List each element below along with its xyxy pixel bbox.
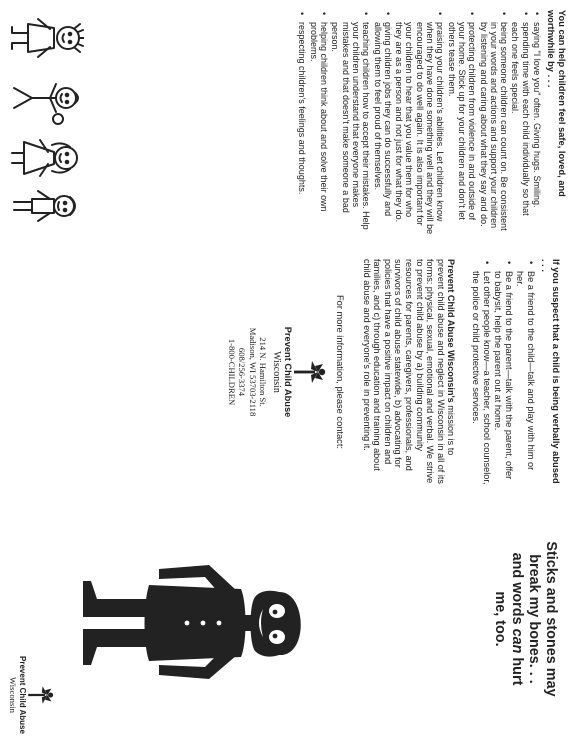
children-drawing-illustration <box>6 16 84 226</box>
help-item: • respecting children's feelings and thoughts. <box>297 22 307 235</box>
child-figure-1 <box>12 19 84 57</box>
help-item: • teaching children how to accept their mistakes. Help your children understand that everyone makes mistakes and that doesn't make someone a bad person. <box>330 22 371 235</box>
help-item: • protecting children from violence in and outside of your home. Stick up for your children and don't let others tease them. <box>446 22 477 235</box>
tagline-line: me, too. <box>492 591 508 647</box>
help-item: • helping children think about and solve their own problems. <box>308 22 329 235</box>
help-item: • praising your children's abilities. Let children know when they have done something well and they will be encouraged to do well again. It is also important for your children to hear that you value them for who they are as a person and not just for what they do. <box>394 22 445 235</box>
cover-tagline <box>491 507 559 731</box>
tagline-line: and words can hurt <box>509 552 525 686</box>
cover-figure-illustration <box>79 547 319 697</box>
suspect-heading: If you suspect that a child is being verbally abused . . . <box>540 259 561 484</box>
tagline-emphasis: can <box>509 628 525 654</box>
panel-help-children <box>0 0 575 245</box>
tagline-line: Sticks and stones may <box>543 541 559 697</box>
contact-org-state: Wisconsin <box>271 351 283 393</box>
child-figure-3 <box>12 140 77 176</box>
suspect-item: • Let other people know—a teacher, school counselor, the police or child protective services. <box>470 271 491 485</box>
pinwheel-logo-icon <box>27 683 55 707</box>
cover-org-name: Prevent Child Abuse <box>18 656 27 734</box>
suspect-item: • Be a friend to the child—talk and play with him or her. <box>515 271 536 485</box>
cover-org-state: Wisconsin <box>8 677 19 713</box>
help-item: • giving children jobs they can do successfully and allowing them to feel proud of themselves. <box>372 22 393 235</box>
help-list <box>297 10 542 235</box>
contact-org-block <box>226 259 327 485</box>
mission-org-name: Prevent Child Abuse Wisconsin's <box>446 259 457 403</box>
suspect-list <box>470 259 536 485</box>
contact-org-name: Prevent Child Abuse <box>283 326 294 418</box>
contact-prompt: For more information, please contact: <box>335 295 346 449</box>
address-phone: 608/256-3374 <box>237 347 248 397</box>
help-heading: You can help children feel safe, loved, and worthwhile by . . . <box>546 10 567 197</box>
address-hotline: 1-800-CHILDREN <box>226 338 237 406</box>
cover-org-block <box>8 650 55 740</box>
mission-statement <box>361 259 456 485</box>
child-figure-4 <box>14 191 75 221</box>
help-item: • spending time with each child individually so that each one feels special. <box>510 22 531 235</box>
help-item: • being someone children can count on. Be consistent in your words and actions and support your children by listening and caring about what they say and do. <box>478 22 509 235</box>
pinwheel-logo-icon <box>293 357 327 387</box>
contact-address <box>226 259 268 485</box>
help-item: • saying "I love you" often. Giving hugs. Smiling. <box>532 22 542 235</box>
tagline-line: break my bones. . . <box>526 554 542 684</box>
child-figure-2 <box>14 84 78 124</box>
address-street: 214 N. Hamilton St. <box>258 337 269 407</box>
suspect-item: • Be a friend to the parent—talk with the parent, offer to babysit, help the parent out at home. <box>493 271 514 485</box>
mission-text: mission is to prevent child abuse and neglect in Wisconsin in all of its forms: physical, sexual, emotional and verbal. We strive to prevent child abuse by a) building community resources for parents, caregivers, professionals, and survivors of child abuse statewide, b) advocating for policies that have a positive impact on children and families, and c) through education and training about child abuse and everyone's role in preventing it. <box>361 259 457 484</box>
panel-verbal-abuse <box>0 245 575 495</box>
address-city: Madison, WI 53703-2118 <box>247 327 258 417</box>
panel-cover <box>0 495 575 740</box>
